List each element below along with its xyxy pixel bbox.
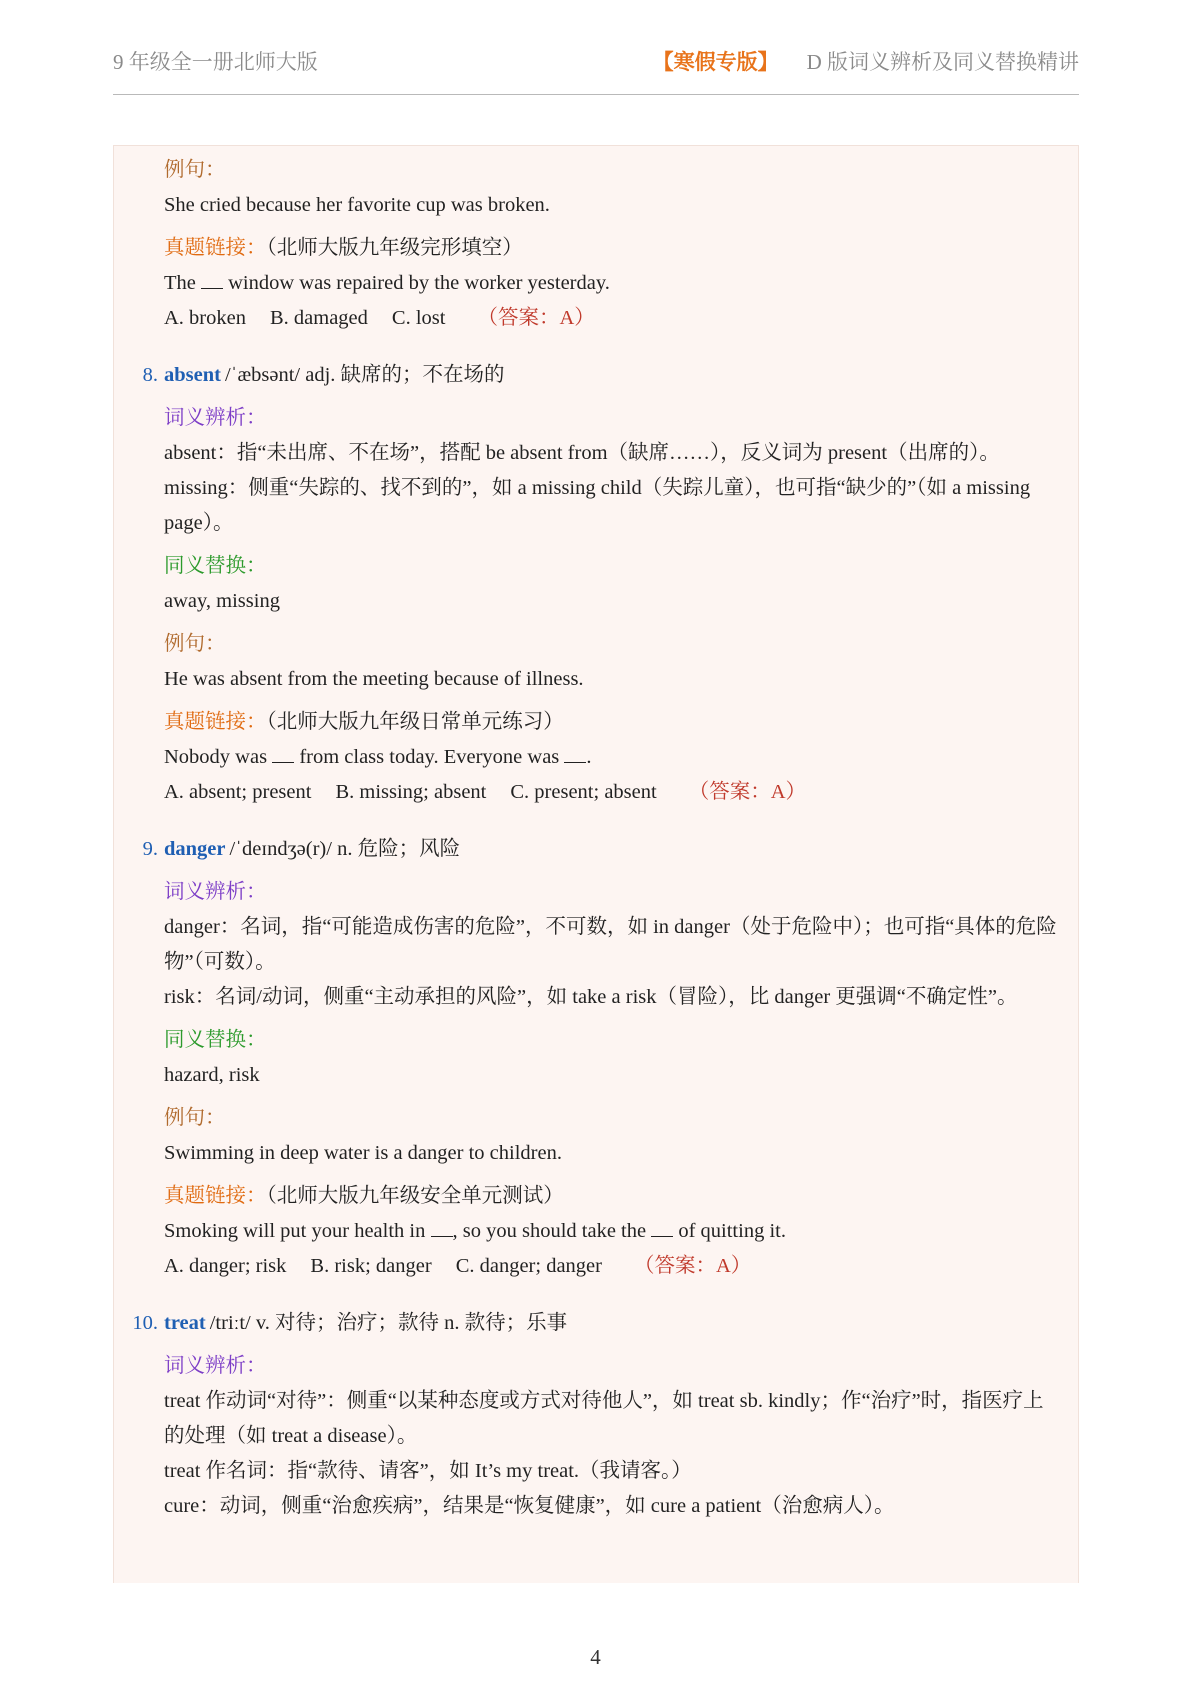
- option-a: A. danger; risk: [164, 1255, 287, 1277]
- real-question-label: 真题链接：（北师大版九年级完形填空）: [164, 237, 523, 259]
- entry-7-continuation: [114, 153, 1078, 336]
- header-book-title: 9 年级全一册北师大版: [113, 50, 318, 74]
- options-row: [164, 301, 1064, 336]
- option-b: B. missing; absent: [335, 781, 487, 803]
- header-right: [653, 46, 1079, 76]
- answer: （答案：A）: [477, 307, 595, 329]
- blank-line: [651, 1220, 673, 1237]
- option-c: C. present; absent: [510, 781, 657, 803]
- entry-8-body: [114, 401, 1078, 810]
- options-row: [164, 775, 1064, 810]
- synonyms-label: 同义替换：: [164, 1029, 267, 1051]
- synonyms-text: hazard, risk: [164, 1064, 260, 1086]
- example-label: 例句：: [164, 1107, 226, 1129]
- example-sentence: She cried because her favorite cup was broken.: [164, 194, 550, 216]
- entry-heading: [114, 1306, 1078, 1341]
- header-section-title: D 版词义辨析及同义替换精讲: [806, 50, 1079, 74]
- analysis-line: treat 作动词“对待”：侧重“以某种态度或方式对待他人”，如 treat sb. kindly；作“治疗”时，指医疗上的处理（如 treat a disease）。: [164, 1390, 1044, 1447]
- option-a: A. broken: [164, 307, 246, 329]
- option-c: C. danger; danger: [455, 1255, 602, 1277]
- entry-10-body: [114, 1349, 1078, 1524]
- entry-word: treat: [164, 1312, 206, 1334]
- blank-line: [201, 272, 223, 289]
- analysis-label: 词义辨析：: [164, 881, 267, 903]
- question-text: The window was repaired by the worker yesterday.: [164, 272, 610, 294]
- blank-line: [564, 746, 586, 763]
- entry-heading: [114, 832, 1078, 867]
- blank-line: [272, 746, 294, 763]
- analysis-line: absent：指“未出席、不在场”，搭配 be absent from（缺席……），反义词为 present（出席的）。: [164, 442, 1000, 464]
- real-question-label: 真题链接：（北师大版九年级日常单元练习）: [164, 711, 564, 733]
- example-label: 例句：: [164, 633, 226, 655]
- entry-number: 8.: [142, 364, 158, 386]
- answer: （答案：A）: [688, 781, 807, 803]
- entry-definition: /ˈdeɪndʒə(r)/ n. 危险；风险: [229, 838, 461, 860]
- question-text: Smoking will put your health in , so you should take the of quitting it.: [164, 1220, 786, 1242]
- entry-heading: [114, 358, 1078, 393]
- question-text: Nobody was from class today. Everyone was .: [164, 746, 592, 768]
- option-a: A. absent; present: [164, 781, 312, 803]
- example-sentence: He was absent from the meeting because of illness.: [164, 668, 584, 690]
- page-header: [113, 44, 1079, 95]
- analysis-label: 词义辨析：: [164, 1355, 267, 1377]
- analysis-line: treat 作名词：指“款待、请客”，如 It’s my treat.（我请客。）: [164, 1460, 692, 1482]
- analysis-line: danger：名词，指“可能造成伤害的危险”，不可数，如 in danger（处于危险中）；也可指“具体的危险物”（可数）。: [164, 916, 1057, 973]
- synonyms-text: away, missing: [164, 590, 280, 612]
- option-b: B. risk; danger: [310, 1255, 432, 1277]
- analysis-line: risk：名词/动词，侧重“主动承担的风险”，如 take a risk（冒险），比 danger 更强调“不确定性”。: [164, 986, 1018, 1008]
- example-sentence: Swimming in deep water is a danger to children.: [164, 1142, 562, 1164]
- analysis-line: missing：侧重“失踪的、找不到的”，如 a missing child（失踪儿童），也可指“缺少的”（如 a missing page）。: [164, 477, 1031, 534]
- options-row: [164, 1249, 1064, 1284]
- header-badge: 【寒假专版】: [652, 50, 779, 74]
- entry-word: danger: [164, 838, 226, 860]
- entry-9-body: [114, 875, 1078, 1284]
- example-label: 例句：: [164, 159, 226, 181]
- entry-number: 10.: [132, 1312, 158, 1334]
- option-b: B. damaged: [269, 307, 368, 329]
- real-question-label: 真题链接：（北师大版九年级安全单元测试）: [164, 1185, 564, 1207]
- entry-definition: /triːt/ v. 对待；治疗；款待 n. 款待；乐事: [209, 1312, 568, 1334]
- entry-number: 9.: [142, 838, 158, 860]
- entry-word: absent: [164, 364, 221, 386]
- analysis-label: 词义辨析：: [164, 407, 267, 429]
- analysis-line: cure：动词，侧重“治愈疾病”，结果是“恢复健康”，如 cure a patient（治愈病人）。: [164, 1495, 895, 1517]
- option-c: C. lost: [391, 307, 446, 329]
- content-panel: [113, 145, 1079, 1583]
- blank-line: [431, 1220, 453, 1237]
- page-number: 4: [590, 1645, 601, 1669]
- answer: （答案：A）: [633, 1255, 752, 1277]
- entry-definition: /ˈæbsənt/ adj. 缺席的；不在场的: [224, 364, 505, 386]
- synonyms-label: 同义替换：: [164, 555, 267, 577]
